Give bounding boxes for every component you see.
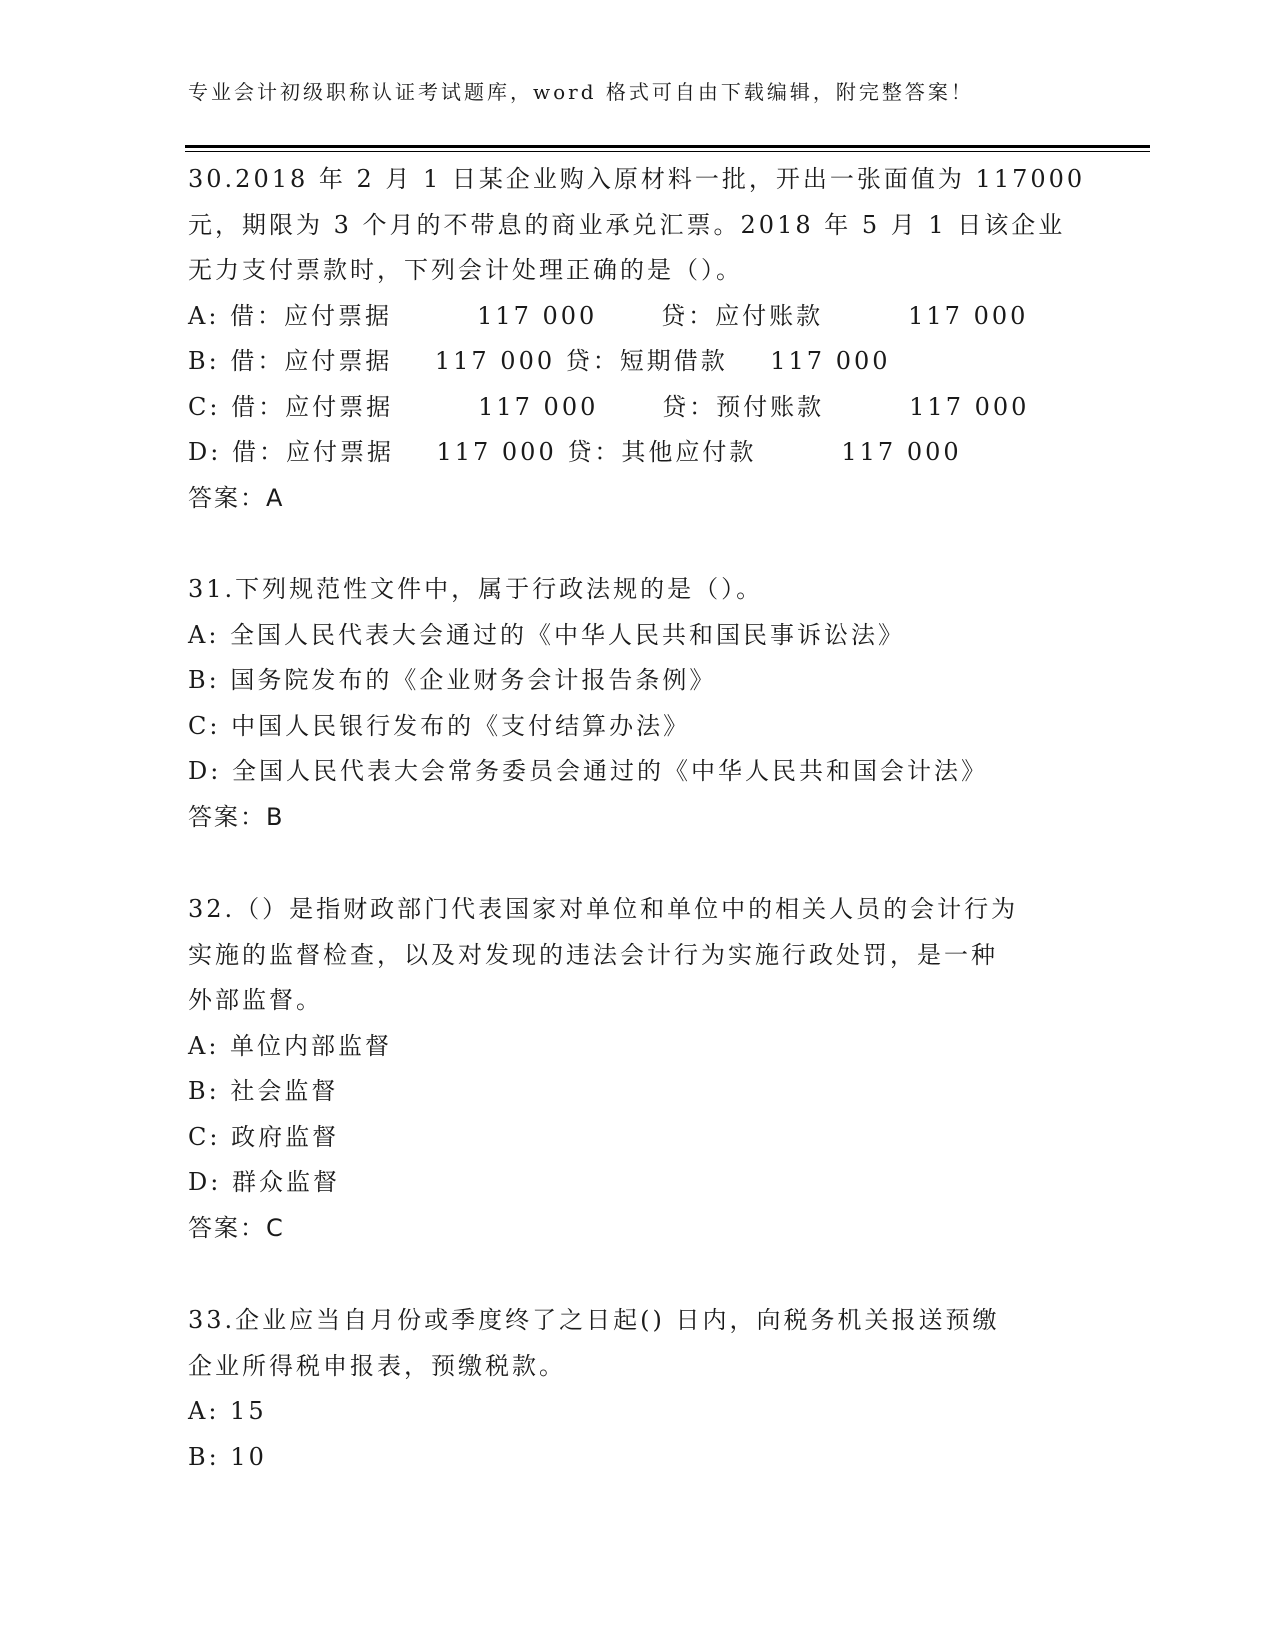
option-a: A: 15 <box>188 1397 267 1425</box>
option-c: C: 借：应付票据 117 000 贷：预付账款 117 000 <box>188 392 1030 421</box>
option-d: D: 群众监督 <box>188 1168 340 1196</box>
option-b: B: 10 <box>188 1442 267 1471</box>
question-stem-line: 33.企业应当自月份或季度终了之日起() 日内，向税务机关报送预缴 <box>188 1306 1000 1334</box>
header-rule-thick <box>185 145 1150 148</box>
option-c: C: 中国人民银行发布的《支付结算办法》 <box>188 711 691 740</box>
question-stem-line: 32.（）是指财政部门代表国家对单位和单位中的相关人员的会计行为 <box>188 895 1019 923</box>
question-stem-line: 30.2018 年 2 月 1 日某企业购入原材料一批，开出一张面值为 117000 <box>188 165 1086 193</box>
question-stem-line: 无力支付票款时，下列会计处理正确的是（）。 <box>188 256 743 284</box>
answer-line: 答案：B <box>188 802 285 831</box>
answer-line: 答案：C <box>188 1213 285 1242</box>
question-stem-line: 元，期限为 3 个月的不带息的商业承兑汇票。2018 年 5 月 1 日该企业 <box>188 210 1066 239</box>
option-a: A: 借：应付票据 117 000 贷：应付账款 117 000 <box>188 301 1029 330</box>
option-b: B: 社会监督 <box>188 1077 339 1105</box>
question-stem-line: 外部监督。 <box>188 986 323 1014</box>
option-d: D: 全国人民代表大会常务委员会通过的《中华人民共和国会计法》 <box>188 757 988 785</box>
option-a: A: 全国人民代表大会通过的《中华人民共和国民事诉讼法》 <box>188 620 906 649</box>
question-33 <box>188 1298 1088 1480</box>
question-stem-line: 企业所得税申报表，预缴税款。 <box>188 1351 566 1380</box>
option-c: C: 政府监督 <box>188 1122 340 1151</box>
option-d: D: 借：应付票据 117 000 贷：其他应付款 117 000 <box>188 438 962 466</box>
option-b: B: 国务院发布的《企业财务会计报告条例》 <box>188 666 717 694</box>
page-header: 专业会计初级职称认证考试题库，word 格式可自由下载编辑，附完整答案！ <box>188 80 974 104</box>
question-30 <box>188 157 1088 521</box>
question-stem-line: 实施的监督检查，以及对发现的违法会计行为实施行政处罚，是一种 <box>188 940 998 969</box>
question-stem-line: 31.下列规范性文件中，属于行政法规的是（）。 <box>188 575 764 603</box>
answer-line: 答案：A <box>188 483 285 512</box>
option-a: A: 单位内部监督 <box>188 1031 393 1060</box>
question-32 <box>188 887 1088 1251</box>
question-31 <box>188 567 1088 840</box>
option-b: B: 借：应付票据 117 000 贷：短期借款 117 000 <box>188 347 891 375</box>
header-rule-thin <box>185 151 1150 152</box>
